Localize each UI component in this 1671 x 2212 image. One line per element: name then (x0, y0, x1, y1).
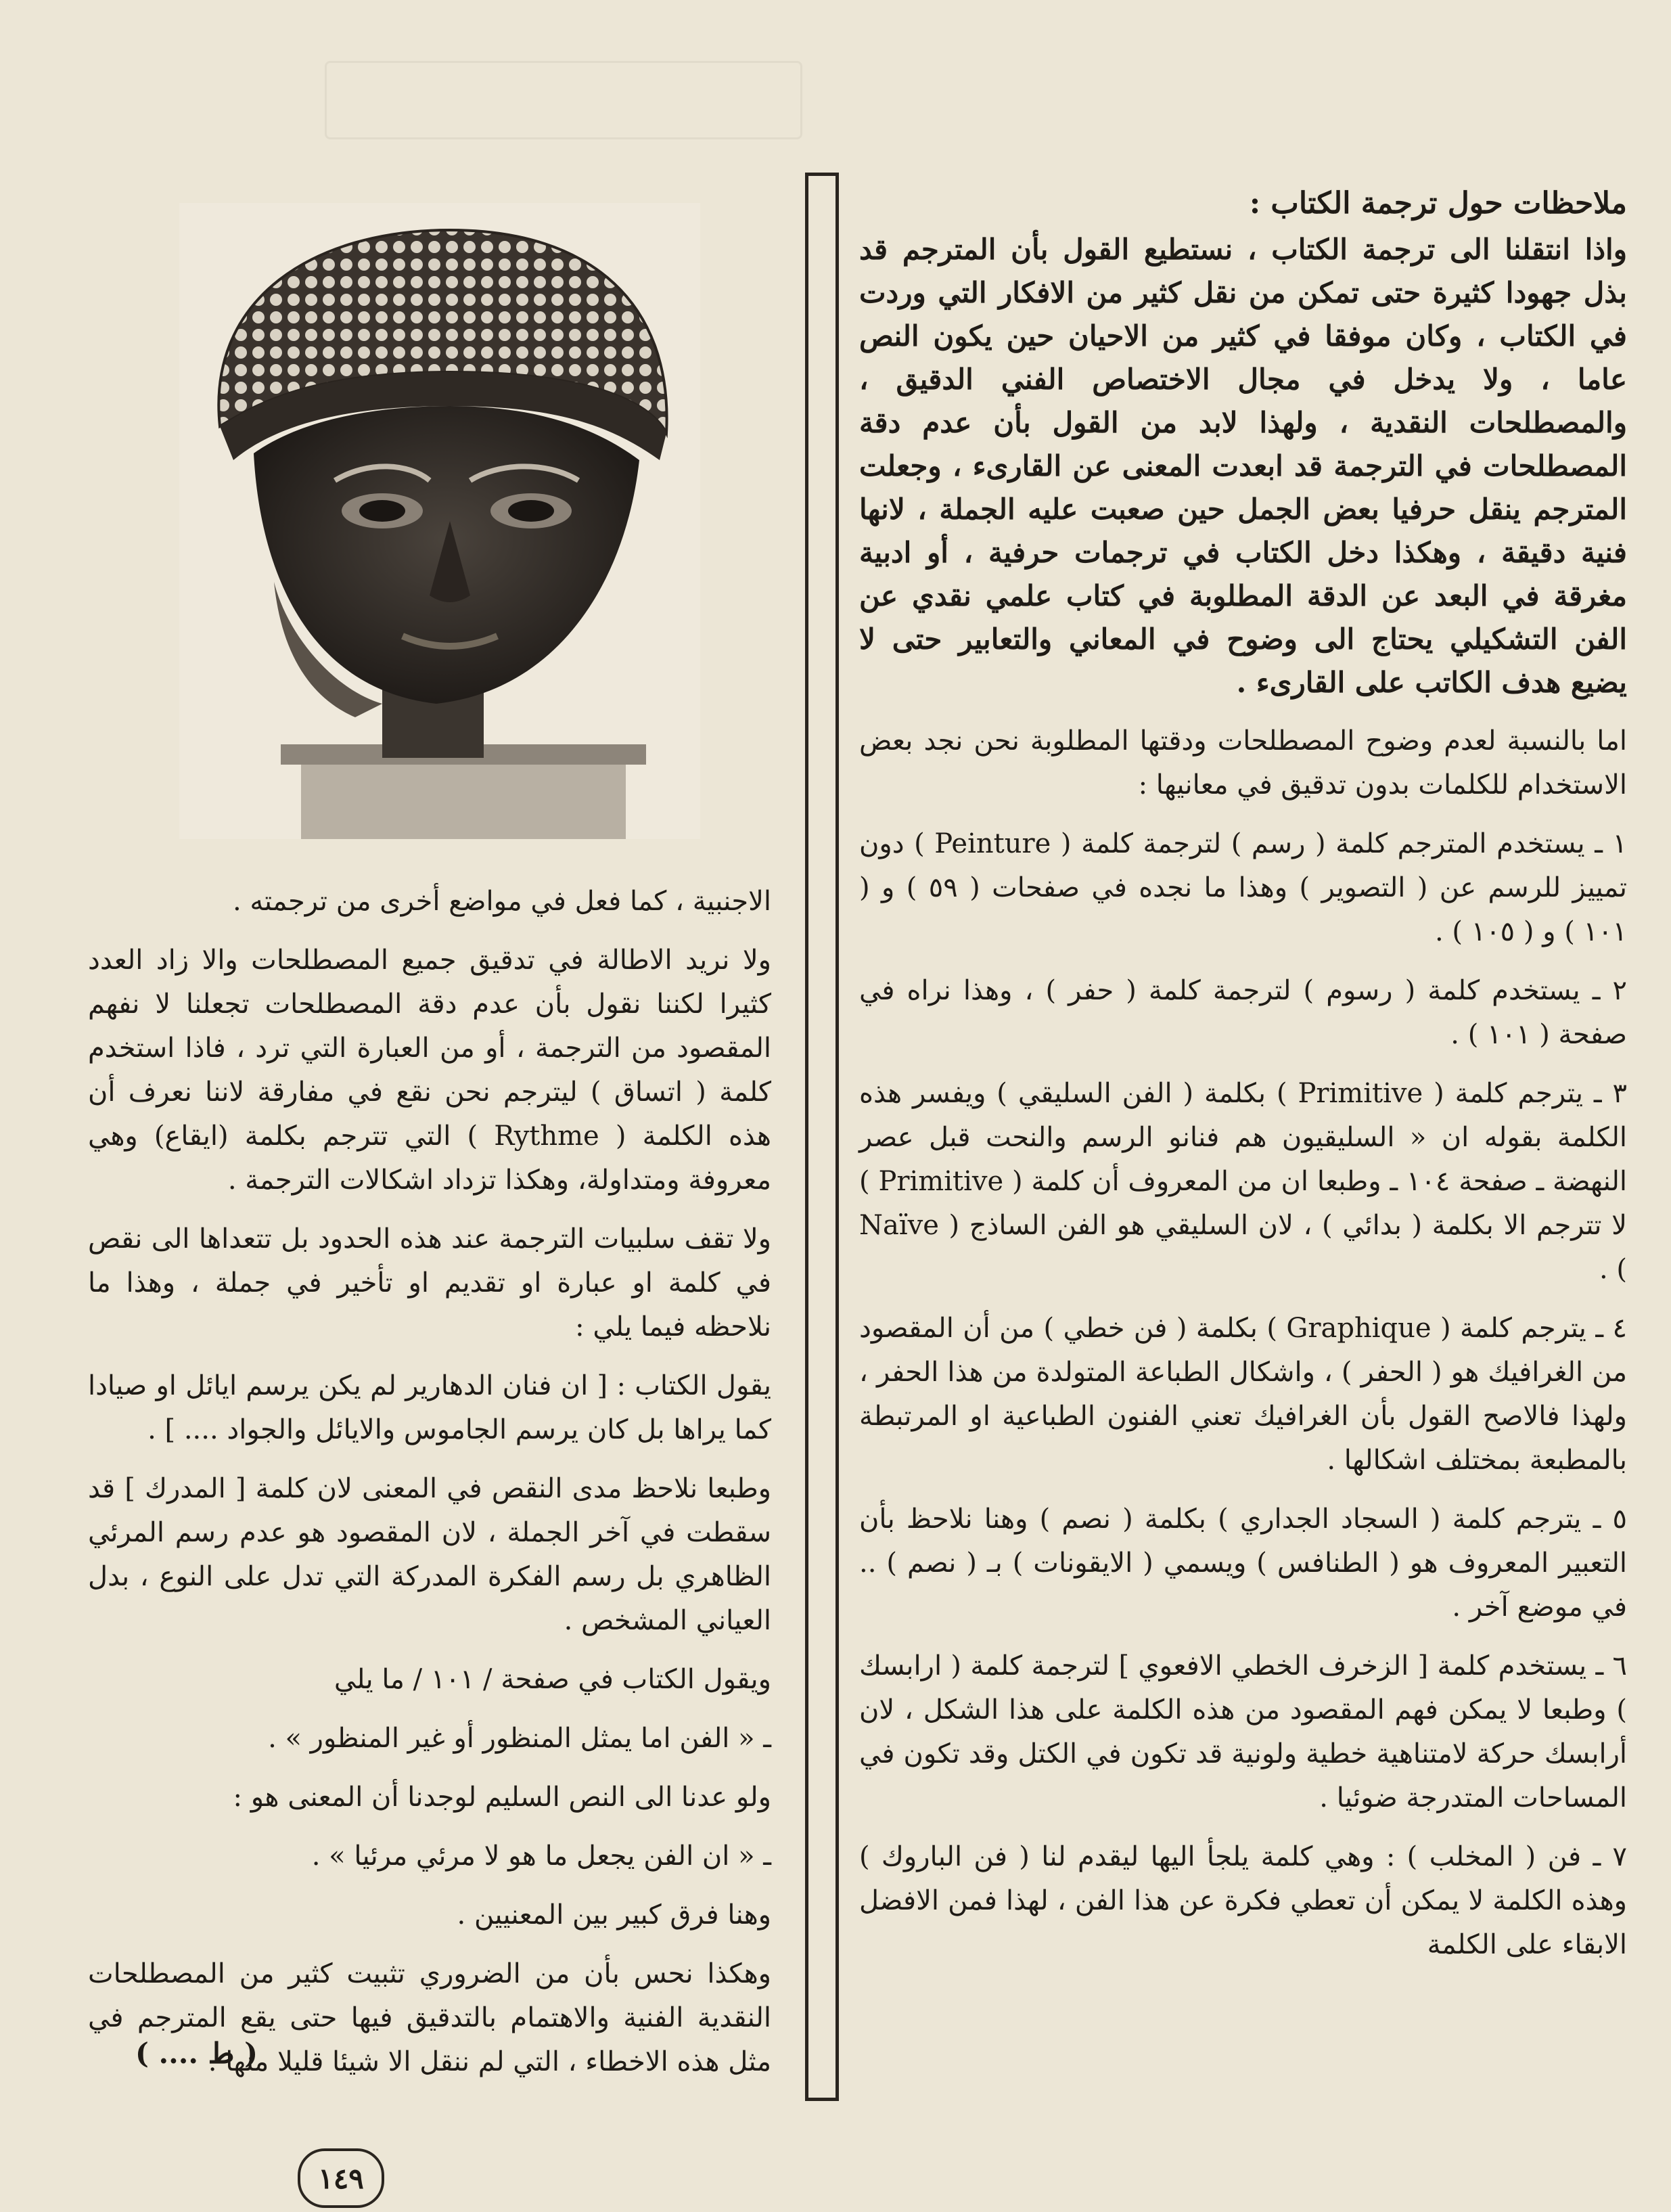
list-item-6: ٦ ـ يستخدم كلمة [ الزخرف الخطي الافعوي ] لترجمة كلمة ( ارابسك ) وطبعا لا يمكن فهم المقصود من هذه الكلمة على هذا الشكل ، لان أرابسك حركة لامتناهية خطية ولونية قد تكون في الكتل وقد تكون في المساحات المتدرجة ضوئيا . (859, 1650, 1627, 1813)
list-item-4: ٤ ـ يترجم كلمة ( Graphique ) بكلمة ( فن خطي ) من أن المقصود من الغرافيك هو ( الحفر ) ، واشكال الطباعة المتولدة من هذا الحفر ، ولهذا فالاصح القول بأن الغرافيك تعني الفنون الطباعية او المرتبطة بالمطبعة بمختلف اشكالها . (859, 1313, 1628, 1476)
faded-header-ghost (325, 61, 802, 139)
section-heading: ملاحظات حول ترجمة الكتاب : (1249, 186, 1627, 221)
list-item-7: ٧ ـ فن ( المخلب ) : وهي كلمة يلجأ اليها ليقدم لنا ( فن الباروك ) وهذه الكلمة لا يمكن أن تعطي فكرة عن هذا الفن ، لهذا فمن الافضل الابقاء على الكلمة (859, 1841, 1627, 1960)
left-paragraph-9: ـ « ان الفن يجعل ما هو لا مرئي مرئيا » . (311, 1841, 771, 1872)
left-paragraph-1: الاجنبية ، كما فعل في مواضع أخرى من ترجمته . (232, 886, 771, 917)
left-paragraph-3: ولا تقف سلبيات الترجمة عند هذه الحدود بل تتعداها الى نقص في كلمة او عبارة او تقديم او تأخير في جملة ، وهذا ما نلاحظه فيما يلي : (88, 1223, 771, 1342)
left-paragraph-4: يقول الكتاب : [ ان فنان الدهارير لم يكن يرسم ايائل او صيادا كما يراها بل كان يرسم الجاموس والايائل والجواد .... ] . (88, 1370, 771, 1445)
list-item-2: ٢ ـ يستخدم كلمة ( رسوم ) لترجمة كلمة ( حفر ) ، وهذا نراه في صفحة ( ١٠١ ) . (859, 975, 1627, 1050)
left-paragraph-8: ولو عدنا الى النص السليم لوجدنا أن المعنى هو : (233, 1782, 771, 1813)
left-paragraph-11: وهكذا نحس بأن من الضروري تثبيت كثير من المصطلحات النقدية الفنية والاهتمام بالتدقيق فيها حتى يقع المترجم في مثل هذه الاخطاء ، التي لم ننقل الا شيئا قليلا منها . (88, 1958, 771, 2077)
left-paragraph-6: ويقول الكتاب في صفحة / ١٠١ / ما يلي (334, 1664, 771, 1695)
column-divider-frame (805, 173, 839, 2101)
page-number: ١٤٩ (298, 2148, 384, 2208)
left-paragraph-5: وطبعا نلاحظ مدى النقص في المعنى لان كلمة [ المدرك ] قد سقطت في آخر الجملة ، لان المقصود هو عدم رسم المرئي الظاهري بل رسم الفكرة المدركة التي تدل على النوع ، بدل العياني المشخص . (88, 1473, 771, 1636)
author-signature: ( ط .... ) (135, 2037, 258, 2070)
left-column (88, 880, 771, 2099)
list-item-5: ٥ ـ يترجم كلمة ( السجاد الجداري ) بكلمة ( نصم ) وهنا نلاحظ بأن التعبير المعروف هو ( الطنافس ) ويسمي ( الايقونات ) بـ ( نصم ) .. في موضع آخر . (859, 1504, 1627, 1623)
intro-paragraph: اما بالنسبة لعدم وضوح المصطلحات ودقتها المطلوبة نحن نجد بعض الاستخدام للكلمات بدون تدقيق في معانيها : (859, 725, 1627, 800)
bold-paragraph: واذا انتقلنا الى ترجمة الكتاب ، نستطيع القول بأن المترجم قد بذل جهودا كثيرة حتى تمكن من نقل كثير من الافكار التي وردت في الكتاب ، وكان موفقا في كثير من الاحيان حين يكون النص عاما ، ولا يدخل في مجال الاختصاص الفني الدقيق ، والمصطلحات النقدية ، ولهذا لابد من القول بأن عدم دقة المصطلحات في الترجمة قد ابعدت المعنى عن القارىء ، وجعلت المترجم ينقل حرفيا بعض الجمل حين صعبت عليه الجملة ، لانها فنية دقيقة ، وهكذا دخل الكتاب في ترجمات حرفية ، أو ادبية مغرقة في البعد عن الدقة المطلوبة في كتاب علمي نقدي عن الفن التشكيلي يحتاج الى وضوح في المعاني والتعابير حتى لا يضيع هدف الكاتب على القارىء . (859, 233, 1627, 699)
right-column (859, 181, 1627, 1982)
sculpture-head-illustration (179, 203, 700, 839)
left-paragraph-7: ـ « الفن اما يمثل المنظور أو غير المنظور » . (268, 1723, 771, 1754)
sculpture-head-photo (179, 203, 700, 839)
list-item-1: ١ ـ يستخدم المترجم كلمة ( رسم ) لترجمة كلمة ( Peinture ) دون تمييز للرسم عن ( التصوير ) وهذا ما نجده في صفحات ( ٥٩ ) و ( ١٠١ ) و ( ١٠٥ ) . (859, 828, 1628, 947)
left-paragraph-2: ولا نريد الاطالة في تدقيق جميع المصطلحات والا زاد العدد كثيرا لكننا نقول بأن عدم دقة المصطلحات تجعلنا لا نفهم المقصود من الترجمة ، أو من العبارة التي ترد ، فاذا استخدم كلمة ( اتساق ) ليترجم نحن نقع في مفارقة لاننا نعرف أن هذه الكلمة ( Rythme ) التي تترجم بكلمة (ايقاع) وهي معروفة ومتداولة، وهكذا تزداد اشكالات الترجمة . (88, 945, 771, 1196)
list-item-3: ٣ ـ يترجم كلمة ( Primitive ) بكلمة ( الفن السليقي ) ويفسر هذه الكلمة بقوله ان « السليقيون هم فنانو الرسم والنحت قبل عصر النهضة ـ صفحة ١٠٤ ـ وطبعا ان من المعروف أن كلمة ( Primitive ) لا تترجم الا بكلمة ( بدائي ) ، لان السليقي هو الفن الساذج ( Naïve ) . (859, 1078, 1627, 1285)
left-paragraph-10: وهنا فرق كبير بين المعنيين . (457, 1899, 771, 1931)
